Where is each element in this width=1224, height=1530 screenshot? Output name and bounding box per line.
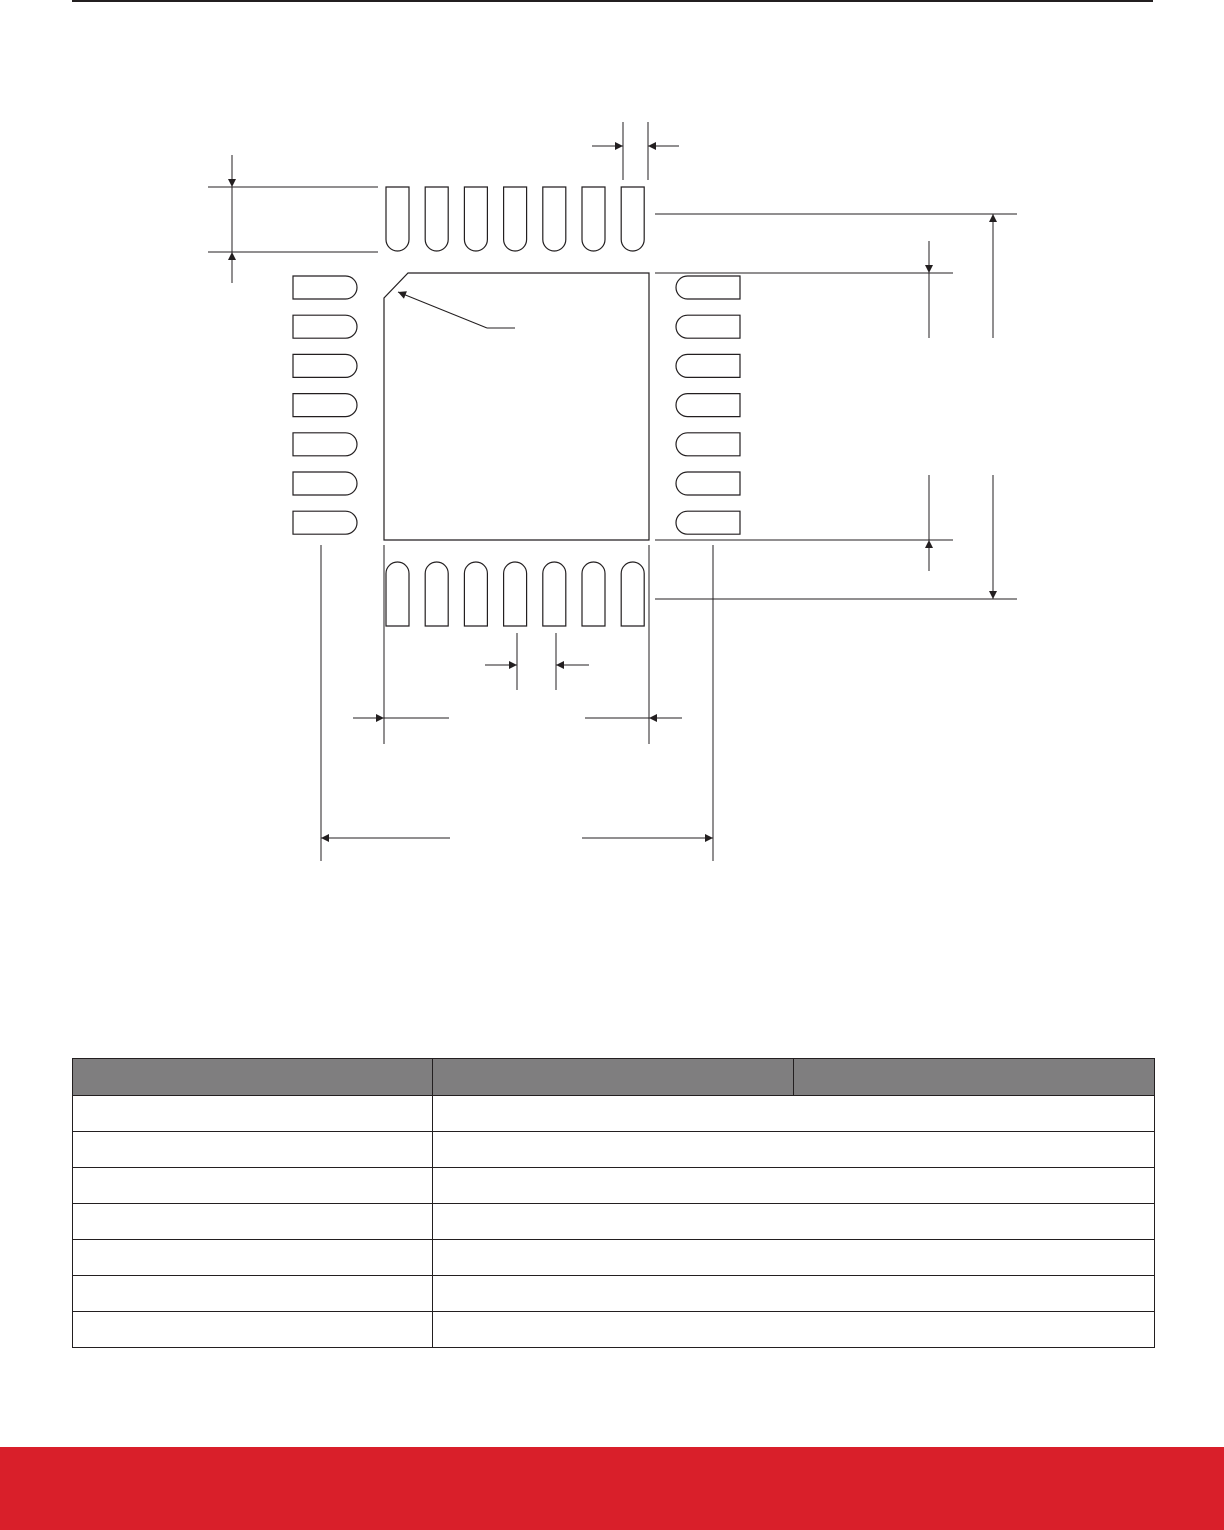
table-cell [73, 1204, 433, 1240]
table-row [73, 1204, 1155, 1240]
pad [464, 187, 487, 251]
table-cell [433, 1276, 1155, 1312]
table-row [73, 1132, 1155, 1168]
pad [293, 315, 357, 338]
pad [386, 562, 409, 626]
pad [621, 187, 644, 251]
table-cell [73, 1096, 433, 1132]
table-cell [433, 1168, 1155, 1204]
pad [676, 354, 740, 377]
table-cell [433, 1240, 1155, 1276]
table-cell [73, 1240, 433, 1276]
left-pads [293, 276, 357, 534]
dimension-table [72, 1058, 1155, 1348]
header-cell [73, 1059, 433, 1096]
pad [293, 276, 357, 299]
header-cell [794, 1059, 1155, 1096]
pad [293, 433, 357, 456]
table-row [73, 1312, 1155, 1348]
table-row [73, 1096, 1155, 1132]
pad [582, 187, 605, 251]
pad [293, 472, 357, 495]
table-cell [433, 1312, 1155, 1348]
footer-brand-bar [0, 1447, 1224, 1530]
pad [676, 315, 740, 338]
table-cell [433, 1204, 1155, 1240]
pad [621, 562, 644, 626]
table-cell [433, 1096, 1155, 1132]
body-outline [384, 273, 649, 540]
pad [676, 472, 740, 495]
pad [293, 354, 357, 377]
pad [543, 562, 566, 626]
pad [676, 394, 740, 417]
pad [543, 187, 566, 251]
top-pads [386, 187, 644, 251]
pad [293, 511, 357, 534]
pad [504, 187, 527, 251]
table-row [73, 1276, 1155, 1312]
table-cell [73, 1276, 433, 1312]
table-cell [73, 1132, 433, 1168]
table-row [73, 1240, 1155, 1276]
table-header-row [73, 1059, 1155, 1096]
pad [676, 433, 740, 456]
pad [504, 562, 527, 626]
table-row [73, 1168, 1155, 1204]
pad [464, 562, 487, 626]
header-cell [433, 1059, 794, 1096]
pad [582, 562, 605, 626]
pad [676, 511, 740, 534]
pad [425, 187, 448, 251]
table-cell [433, 1132, 1155, 1168]
table-cell [73, 1312, 433, 1348]
right-pads [676, 276, 740, 534]
bottom-pads [386, 562, 644, 626]
pad [386, 187, 409, 251]
dimension-lines [208, 122, 1017, 861]
pad [425, 562, 448, 626]
pad [676, 276, 740, 299]
package-outline [384, 273, 649, 540]
pin1-leader [398, 292, 487, 328]
table-cell [73, 1168, 433, 1204]
pad [293, 394, 357, 417]
